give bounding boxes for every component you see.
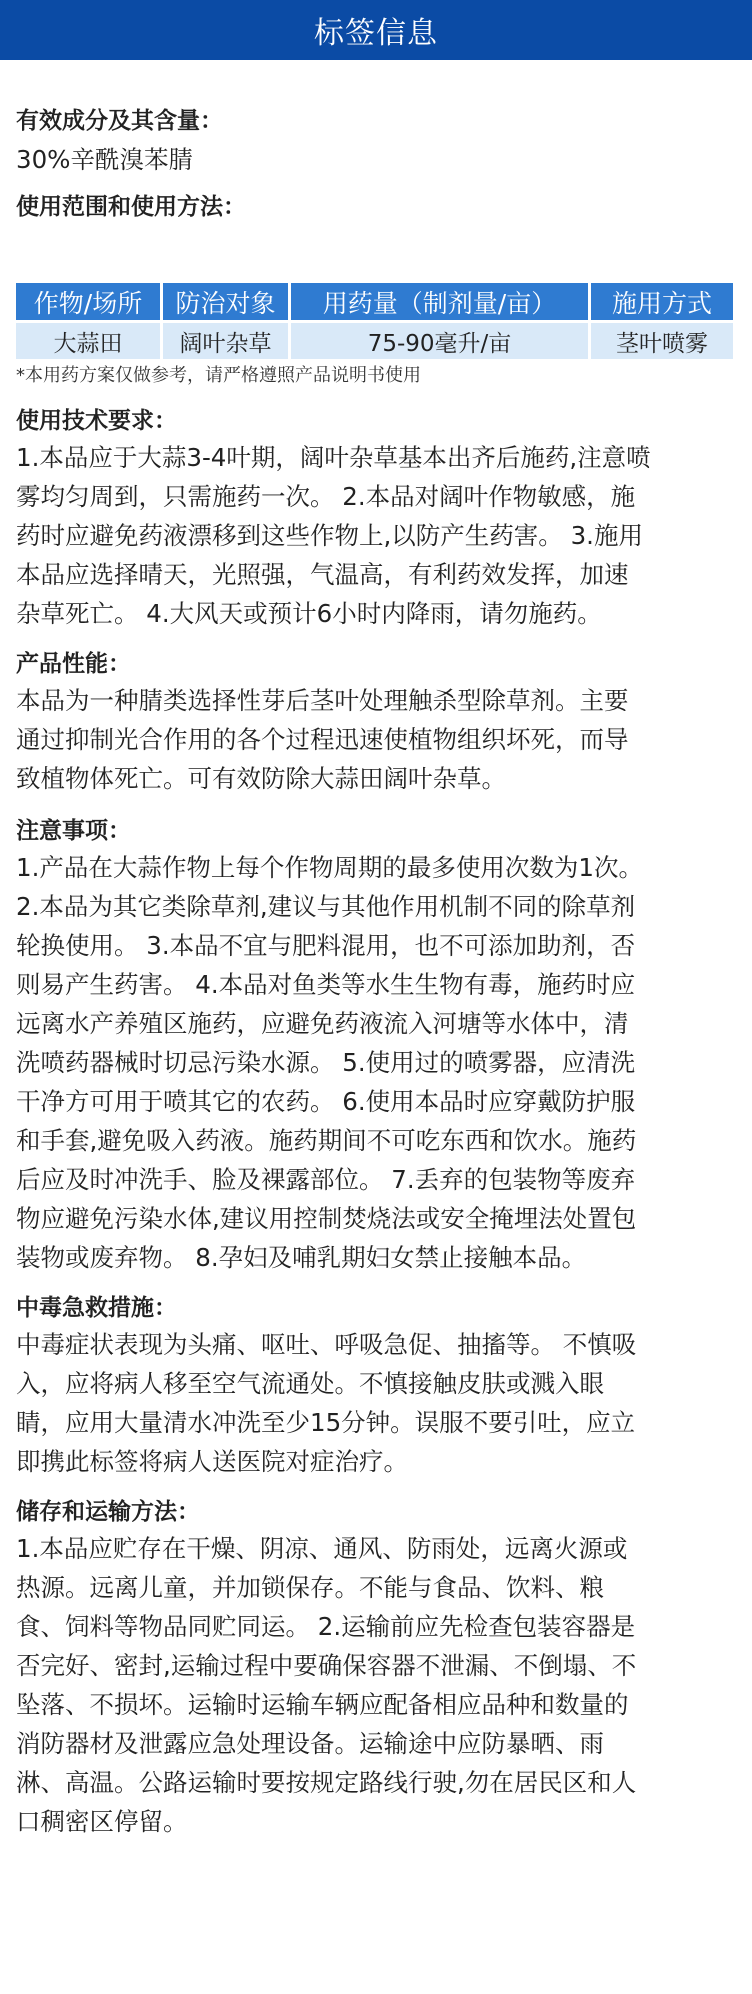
label-content <box>0 60 752 1841</box>
technique-line: 雾均匀周到，只需施药一次。 2.本品对阔叶作物敏感，施 <box>16 482 636 511</box>
storage-section <box>16 1495 736 1841</box>
precautions-line: 1.产品在大蒜作物上每个作物周期的最多使用次数为1次。 <box>16 853 643 882</box>
technique-line: 药时应避免药液漂移到这些作物上,以防产生药害。 3.施用 <box>16 521 643 550</box>
precautions-line: 轮换使用。 3.本品不宜与肥料混用，也不可添加助剂，否 <box>16 931 636 960</box>
table-cell: 茎叶喷雾 <box>591 323 733 359</box>
firstaid-line: 睛，应用大量清水冲洗至少15分钟。误服不要引吐，应立 <box>16 1408 636 1437</box>
storage-heading: 储存和运输方法： <box>16 1499 200 1525</box>
table-cell: 75-90毫升/亩 <box>291 323 588 359</box>
usage-table-header: 防治对象 <box>163 283 288 320</box>
table-cell: 阔叶杂草 <box>163 323 288 359</box>
technique-line: 本品应选择晴天，光照强，气温高，有利药效发挥，加速 <box>16 560 629 589</box>
ingredient-value: 30%辛酰溴苯腈 <box>16 145 193 174</box>
precautions-line: 装物或废弃物。 8.孕妇及哺乳期妇女禁止接触本品。 <box>16 1243 587 1272</box>
precautions-section <box>16 814 736 1277</box>
precautions-line: 远离水产养殖区施药，应避免药液流入河塘等水体中，清 <box>16 1009 629 1038</box>
technique-line: 杂草死亡。 4.大风天或预计6小时内降雨，请勿施药。 <box>16 599 602 628</box>
page-title: 标签信息 <box>314 16 438 51</box>
technique-section <box>16 404 736 633</box>
ingredient-section <box>16 60 736 179</box>
precautions-line: 物应避免污染水体,建议用控制焚烧法或安全掩埋法处置包 <box>16 1204 637 1233</box>
storage-line: 坠落、不损坏。运输时运输车辆应配备相应品种和数量的 <box>16 1690 629 1719</box>
technique-line: 1.本品应于大蒜3-4叶期，阔叶杂草基本出齐后施药,注意喷 <box>16 443 651 472</box>
performance-line: 本品为一种腈类选择性芽后茎叶处理触杀型除草剂。主要 <box>16 686 629 715</box>
usage-heading: 使用范围和使用方法： <box>16 194 246 220</box>
table-cell: 大蒜田 <box>16 323 160 359</box>
usage-table-header: 用药量（制剂量/亩） <box>291 283 588 320</box>
performance-section <box>16 647 736 798</box>
precautions-line: 和手套,避免吸入药液。施药期间不可吃东西和饮水。施药 <box>16 1126 637 1155</box>
performance-heading: 产品性能： <box>16 651 131 677</box>
storage-line: 消防器材及泄露应急处理设备。运输途中应防暴晒、雨 <box>16 1729 604 1758</box>
usage-table-header: 作物/场所 <box>16 283 160 320</box>
storage-line: 淋、高温。公路运输时要按规定路线行驶,勿在居民区和人 <box>16 1768 637 1797</box>
firstaid-line: 即携此标签将病人送医院对症治疗。 <box>16 1447 408 1476</box>
storage-line: 否完好、密封,运输过程中要确保容器不泄漏、不倒塌、不 <box>16 1651 637 1680</box>
usage-table-header-row <box>16 283 733 320</box>
precautions-line: 2.本品为其它类除草剂,建议与其他作用机制不同的除草剂 <box>16 892 636 921</box>
storage-line: 食、饲料等物品同贮同运。 2.运输前应先检查包装容器是 <box>16 1612 636 1641</box>
firstaid-heading: 中毒急救措施： <box>16 1295 177 1321</box>
usage-table-header: 施用方式 <box>591 283 733 320</box>
ingredient-heading: 有效成分及其含量： <box>16 108 223 134</box>
precautions-heading: 注意事项： <box>16 818 131 844</box>
firstaid-line: 中毒症状表现为头痛、呕吐、呼吸急促、抽搐等。 不慎吸 <box>16 1330 637 1359</box>
table-row <box>16 323 733 359</box>
storage-line: 热源。远离儿童，并加锁保存。不能与食品、饮料、粮 <box>16 1573 604 1602</box>
performance-line: 致植物体死亡。可有效防除大蒜田阔叶杂草。 <box>16 764 506 793</box>
storage-line: 口稠密区停留。 <box>16 1807 188 1836</box>
precautions-line: 则易产生药害。 4.本品对鱼类等水生生物有毒，施药时应 <box>16 970 636 999</box>
precautions-line: 洗喷药器械时切忌污染水源。 5.使用过的喷雾器，应清洗 <box>16 1048 636 1077</box>
technique-heading: 使用技术要求： <box>16 408 177 434</box>
usage-note: *本用药方案仅做参考，请严格遵照产品说明书使用 <box>16 365 421 386</box>
page-header <box>0 0 752 60</box>
precautions-line: 干净方可用于喷其它的农药。 6.使用本品时应穿戴防护服 <box>16 1087 636 1116</box>
precautions-line: 后应及时冲洗手、脸及裸露部位。 7.丢弃的包装物等废弃 <box>16 1165 636 1194</box>
firstaid-section <box>16 1291 736 1481</box>
firstaid-line: 入，应将病人移至空气流通处。不慎接触皮肤或溅入眼 <box>16 1369 604 1398</box>
storage-line: 1.本品应贮存在干燥、阴凉、通风、防雨处，远离火源或 <box>16 1534 628 1563</box>
performance-line: 通过抑制光合作用的各个过程迅速使植物组织坏死，而导 <box>16 725 629 754</box>
usage-table <box>13 280 736 362</box>
usage-section <box>16 188 736 388</box>
